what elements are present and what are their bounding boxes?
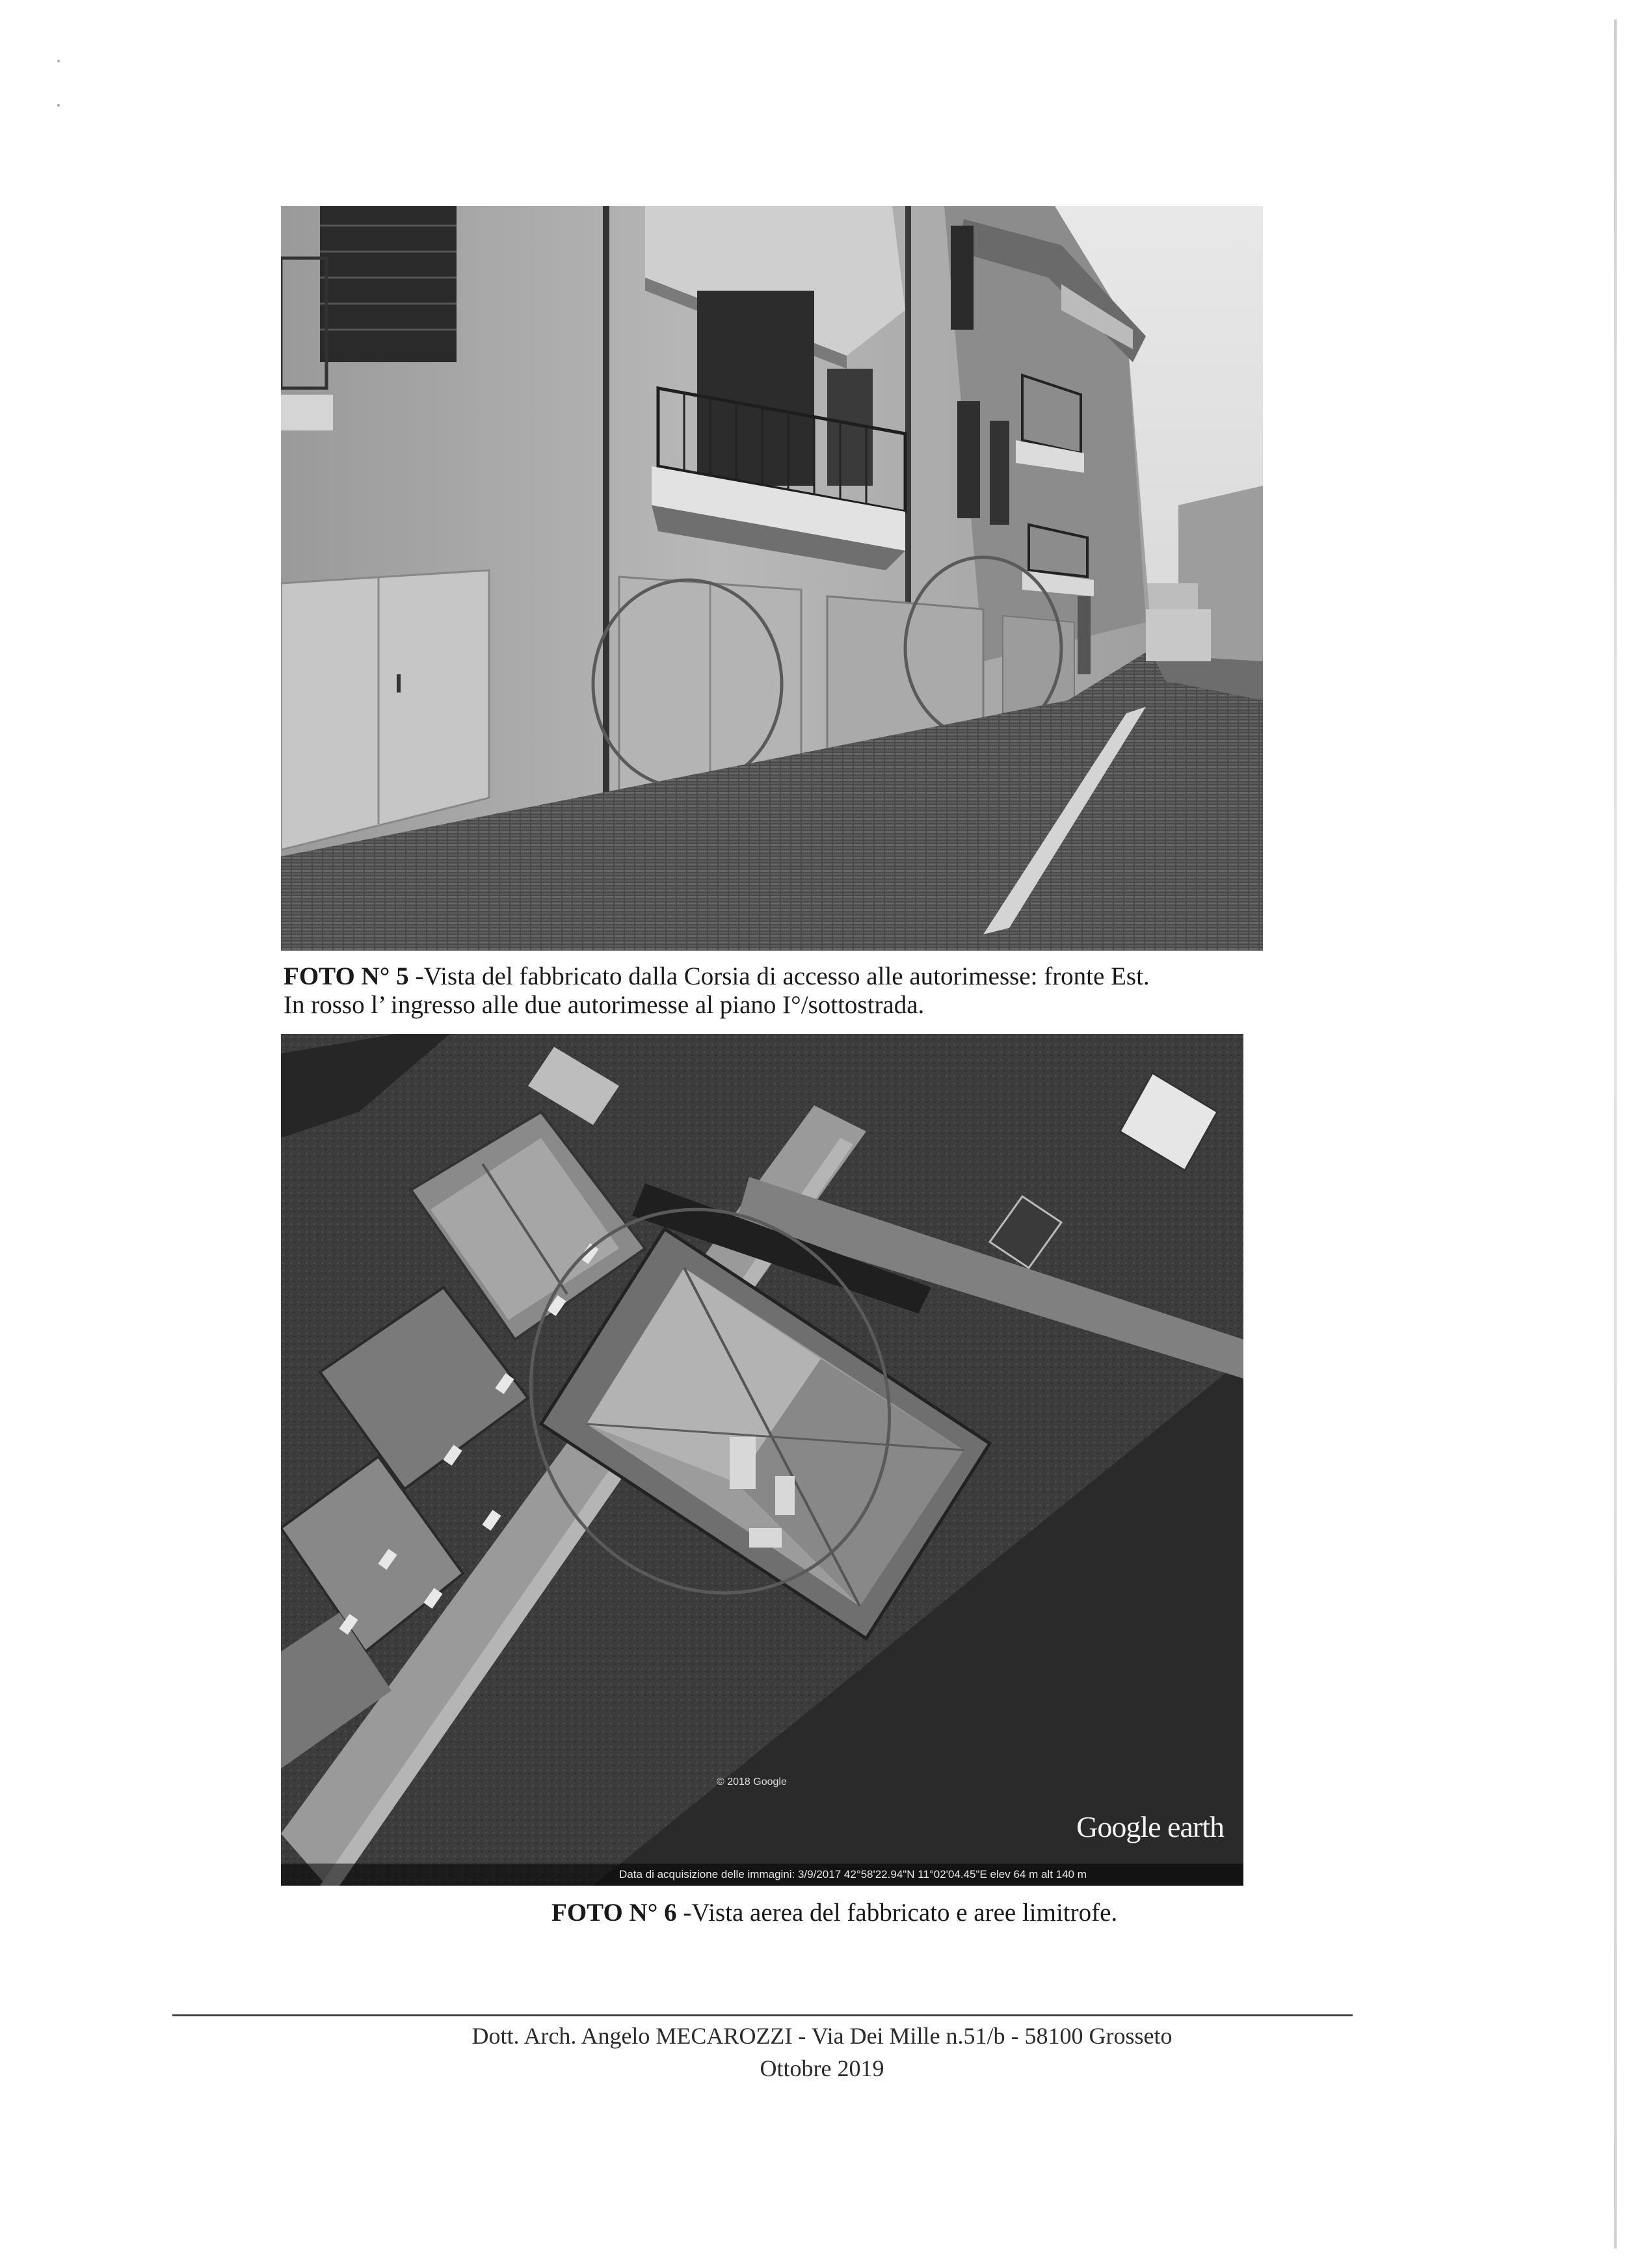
footer-author-address: Dott. Arch. Angelo MECAROZZI - Via Dei Mille n.51/b - 58100 Grosseto — [471, 2023, 1173, 2049]
scan-speck — [57, 104, 60, 107]
scan-edge — [1614, 20, 1617, 2248]
photo-5-building-facade — [281, 206, 1263, 951]
photo-5-caption-label: FOTO N° 5 — [284, 962, 409, 990]
google-earth-copyright: © 2018 Google — [717, 1776, 787, 1787]
photo-5-image — [281, 206, 1263, 951]
photo-5-caption-text: -Vista del fabbricato dalla Corsia di accesso alle autorimesse: fronte Est. — [408, 962, 1150, 990]
photo-5-caption-line-2: In rosso l’ ingresso alle due autorimesse al piano I°/sottostrada. — [284, 991, 925, 1019]
scan-speck — [57, 60, 60, 62]
google-earth-info-bar: Data di acquisizione delle immagini: 3/9/2017 42°58'22.94"N 11°02'04.45"E elev 64 m alt 140 m — [281, 1864, 1243, 1886]
photo-6-caption-label: FOTO N° 6 — [551, 1899, 677, 1927]
photo-5-caption-line-1 — [284, 962, 1150, 991]
photo-6-caption-text: -Vista aerea del fabbricato e aree limitrofe. — [676, 1899, 1118, 1927]
photo-6-aerial-view — [281, 1034, 1243, 1886]
google-earth-logo: Google earth — [1076, 1810, 1224, 1843]
footer-date: Ottobre 2019 — [760, 2055, 884, 2081]
footer-rule — [172, 2014, 1353, 2016]
photo-6-image — [281, 1034, 1243, 1886]
photo-6-caption — [551, 1899, 1117, 1927]
